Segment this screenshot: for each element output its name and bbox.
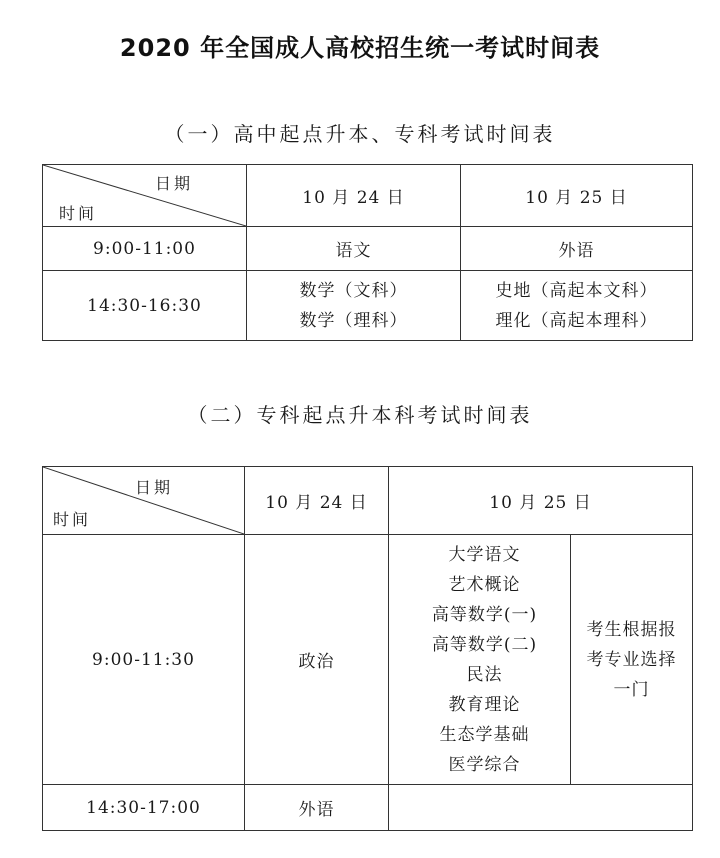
table-header-row [43,165,693,227]
list-item: 艺术概论 [448,574,521,595]
subject-cell: 政治 [245,535,389,785]
time-cell: 9:00-11:30 [43,535,245,785]
subject-cell: 外语 [461,227,693,271]
time-cell: 14:30-17:00 [43,785,245,831]
subject-line: 数学（文科） [299,280,408,301]
schedule-table-2 [42,466,693,831]
subject-cell [247,271,461,341]
table-row [43,785,693,831]
section1-title: （一）高中起点升本、专科考试时间表 [164,122,556,146]
page-title: 2020 年全国成人高校招生统一考试时间表 [119,34,601,62]
date-label: 日期 [135,478,174,497]
table-row [43,535,693,785]
note-cell [571,535,693,785]
day1-header: 10 月 24 日 [247,165,461,227]
table-row [43,227,693,271]
time-cell: 9:00-11:00 [43,227,247,271]
note-line: 考专业选择 [586,649,677,670]
schedule-table-1 [42,164,693,341]
table-header-row [43,467,693,535]
list-item: 生态学基础 [439,724,530,745]
list-item: 高等数学(二) [431,634,538,655]
diagonal-header-cell [43,467,245,535]
day1-header: 10 月 24 日 [245,467,389,535]
table-row [43,271,693,341]
section2-title: （二）专科起点升本科考试时间表 [187,403,533,427]
empty-cell [389,785,693,831]
note-line: 考生根据报 [586,619,677,640]
subject-line: 史地（高起本文科） [495,280,658,301]
day2-header: 10 月 25 日 [461,165,693,227]
list-item: 教育理论 [448,694,521,715]
list-item: 医学综合 [448,754,521,775]
subject-cell: 语文 [247,227,461,271]
subject-cell [461,271,693,341]
note-line: 一门 [613,679,650,700]
list-item: 民法 [466,664,503,685]
subject-cell: 外语 [245,785,389,831]
time-label: 时间 [59,204,98,223]
subject-line: 理化（高起本理科） [495,310,658,331]
time-label: 时间 [53,510,92,529]
day2-header: 10 月 25 日 [389,467,693,535]
date-label: 日期 [155,174,194,193]
list-item: 高等数学(一) [431,604,538,625]
time-cell: 14:30-16:30 [43,271,247,341]
subject-list-cell [389,535,571,785]
subject-line: 数学（理科） [299,310,408,331]
list-item: 大学语文 [448,544,521,565]
diagonal-header-cell [43,165,247,227]
